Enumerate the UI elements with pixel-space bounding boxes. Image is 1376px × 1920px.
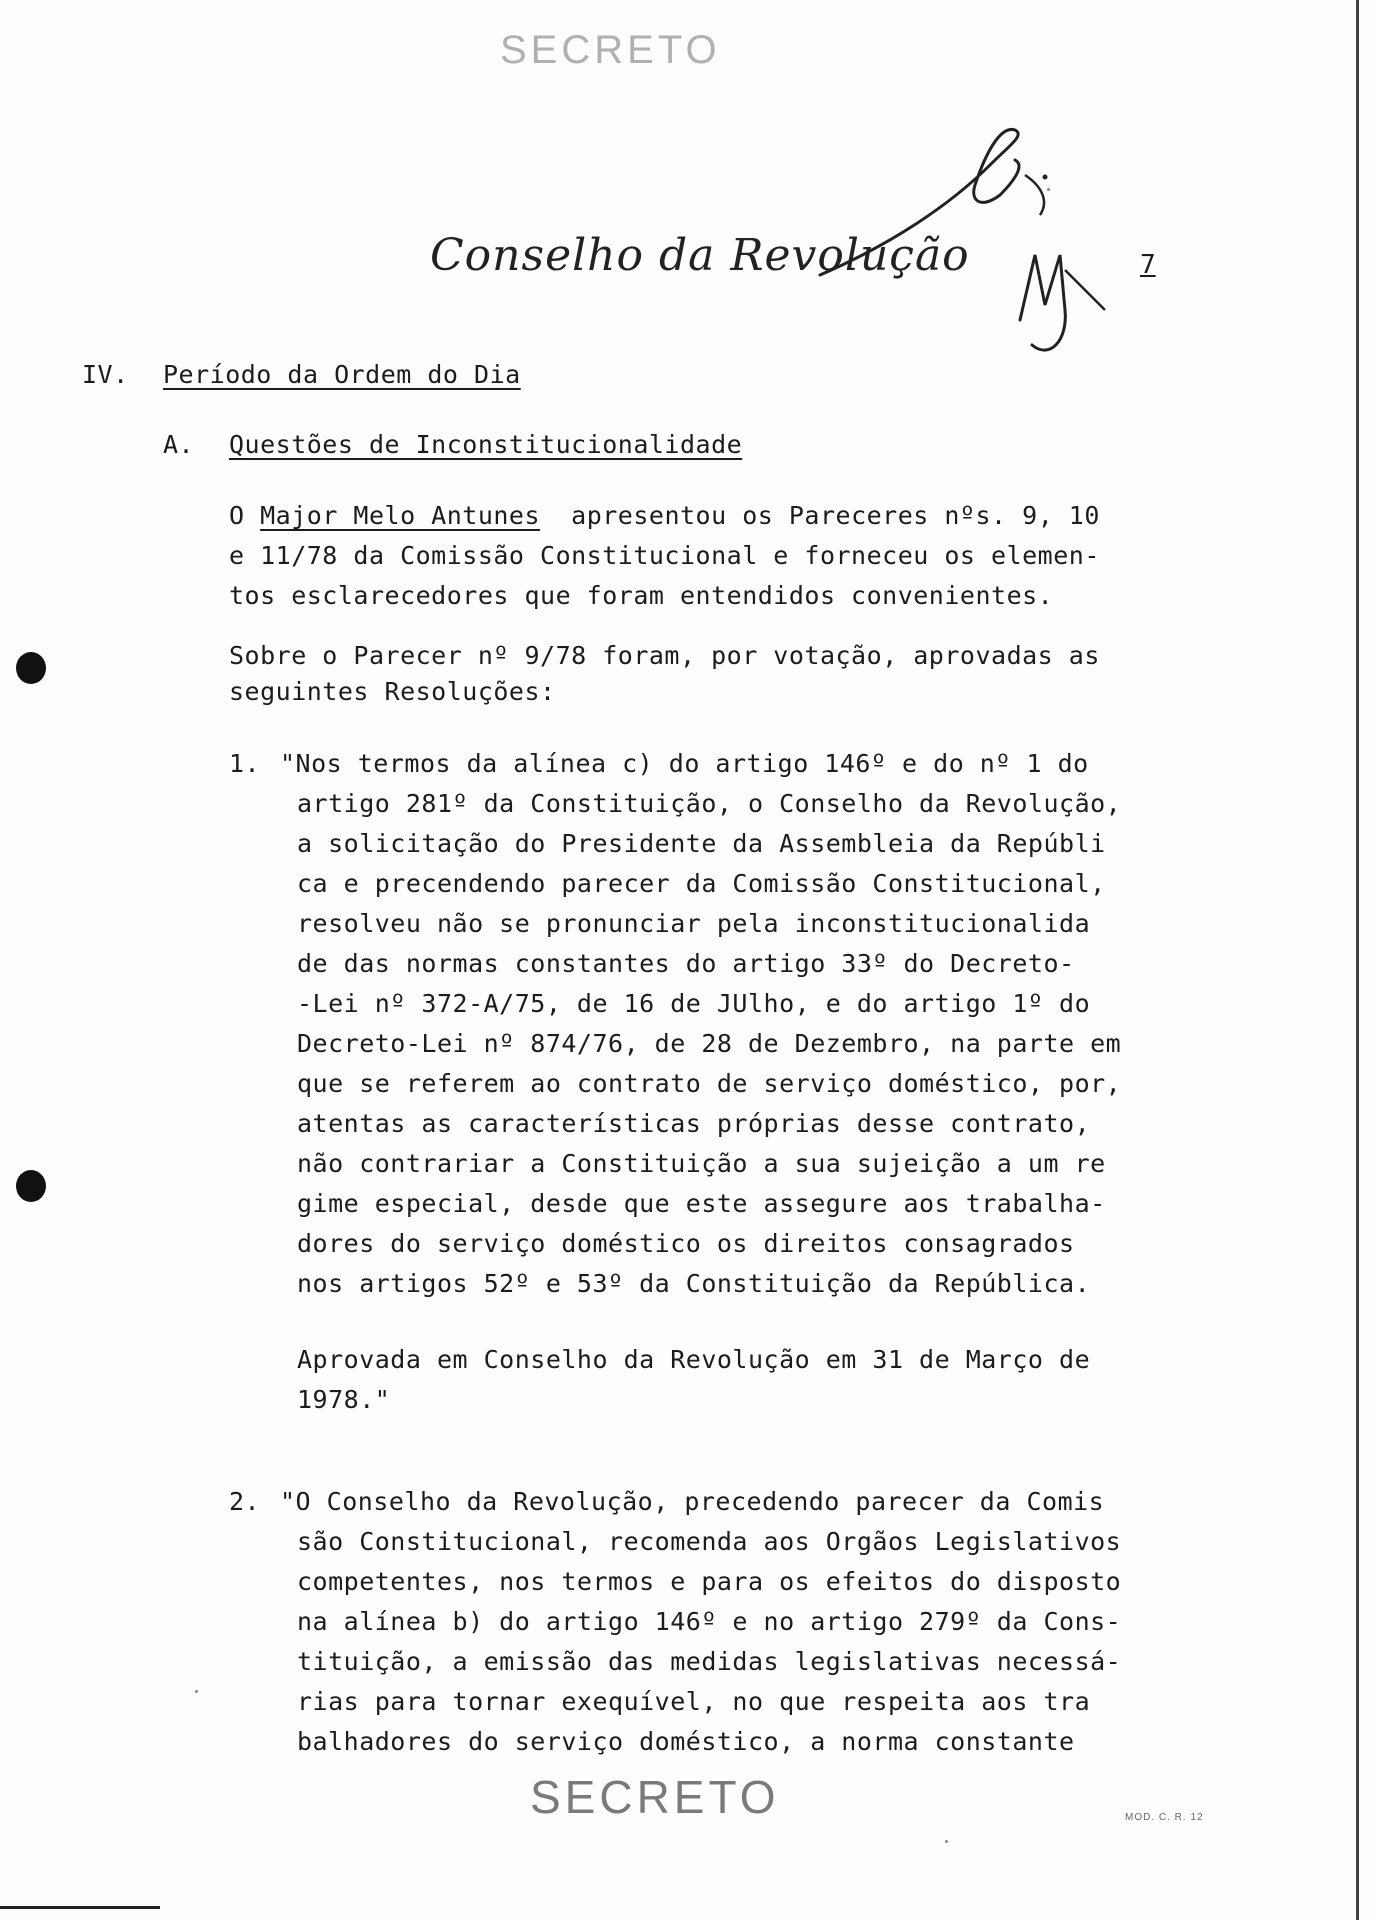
resolution-line: não contrariar a Constituição a sua sujeição a um re bbox=[297, 1149, 1106, 1178]
subsection-letter: A. bbox=[163, 430, 195, 459]
scan-speck bbox=[195, 1690, 198, 1693]
resolution-number: 2. bbox=[229, 1487, 261, 1516]
resolution-line: balhadores do serviço doméstico, a norma constante bbox=[297, 1727, 1075, 1756]
resolution-line: competentes, nos termos e para os efeitos do disposto bbox=[297, 1567, 1122, 1596]
section-title: Período da Ordem do Dia bbox=[163, 360, 521, 389]
resolution-line: -Lei nº 372-A/75, de 16 de JUlho, e do artigo 1º do bbox=[297, 989, 1091, 1018]
resolution-line: tituição, a emissão das medidas legislativas necessá- bbox=[297, 1647, 1122, 1676]
sobre-line: Sobre o Parecer nº 9/78 foram, por votação, aprovadas as bbox=[229, 641, 1100, 670]
scan-speck bbox=[1047, 188, 1050, 191]
resolution-line: são Constitucional, recomenda aos Orgãos Legislativos bbox=[297, 1527, 1122, 1556]
intro-line: apresentou os Pareceres nºs. 9, 10 bbox=[540, 501, 1100, 530]
resolution-line: na alínea b) do artigo 146º e no artigo 279º da Cons- bbox=[297, 1607, 1122, 1636]
intro-line: e 11/78 da Comissão Constitucional e forneceu os elemen- bbox=[229, 541, 1100, 570]
resolution-line: atentas as características próprias desse contrato, bbox=[297, 1109, 1091, 1138]
resolution-line: rias para tornar exequível, no que respeita aos tra bbox=[297, 1687, 1091, 1716]
right-edge-rule bbox=[1356, 0, 1359, 1920]
initials-icon bbox=[1010, 250, 1120, 360]
intro-line: tos esclarecedores que foram entendidos convenientes. bbox=[229, 581, 1054, 610]
resolution-line: gime especial, desde que este assegure aos trabalha- bbox=[297, 1189, 1106, 1218]
resolution-line: resolveu não se pronunciar pela inconstitucionalida bbox=[297, 909, 1091, 938]
resolution-line: que se referem ao contrato de serviço doméstico, por, bbox=[297, 1069, 1122, 1098]
approval-line: Aprovada em Conselho da Revolução em 31 de Março de bbox=[297, 1345, 1091, 1374]
resolution-line: de das normas constantes do artigo 33º do Decreto- bbox=[297, 949, 1075, 978]
secret-stamp-top: SECRETO bbox=[500, 28, 721, 72]
resolution-line: ca e precendendo parecer da Comissão Constitucional, bbox=[297, 869, 1106, 898]
punch-hole-icon bbox=[16, 652, 46, 684]
resolution-number: 1. bbox=[229, 749, 261, 778]
resolution-line: nos artigos 52º e 53º da Constituição da República. bbox=[297, 1269, 1091, 1298]
sobre-line: seguintes Resoluções: bbox=[229, 677, 556, 706]
letterhead: Conselho da Revolução bbox=[430, 230, 970, 281]
approval-line: 1978." bbox=[297, 1385, 391, 1414]
speaker-name: Major Melo Antunes bbox=[260, 501, 541, 530]
resolution-line: a solicitação do Presidente da Assembleia da Repúbli bbox=[297, 829, 1106, 858]
punch-hole-icon bbox=[16, 1170, 46, 1202]
resolution-line: Decreto-Lei nº 874/76, de 28 de Dezembro, na parte em bbox=[297, 1029, 1122, 1058]
resolution-line: artigo 281º da Constituição, o Conselho da Revolução, bbox=[297, 789, 1122, 818]
form-code: MOD. C. R. 12 bbox=[1125, 1812, 1204, 1823]
section-number: IV. bbox=[82, 360, 129, 389]
scan-speck bbox=[945, 1840, 948, 1843]
secret-stamp-bottom: SECRETO bbox=[530, 1771, 780, 1823]
resolution-line: "Nos termos da alínea c) do artigo 146º e do nº 1 do bbox=[280, 749, 1089, 778]
resolution-line: "O Conselho da Revolução, precedendo parecer da Comis bbox=[280, 1487, 1105, 1516]
bottom-edge-rule bbox=[0, 1906, 160, 1909]
subsection-title: Questões de Inconstitucionalidade bbox=[229, 430, 743, 459]
resolution-line: dores do serviço doméstico os direitos consagrados bbox=[297, 1229, 1075, 1258]
intro-paragraph: O Major Melo Antunes apresentou os Pareceres nºs. 9, 10 bbox=[229, 501, 1100, 530]
page-number: 7 bbox=[1140, 250, 1156, 280]
